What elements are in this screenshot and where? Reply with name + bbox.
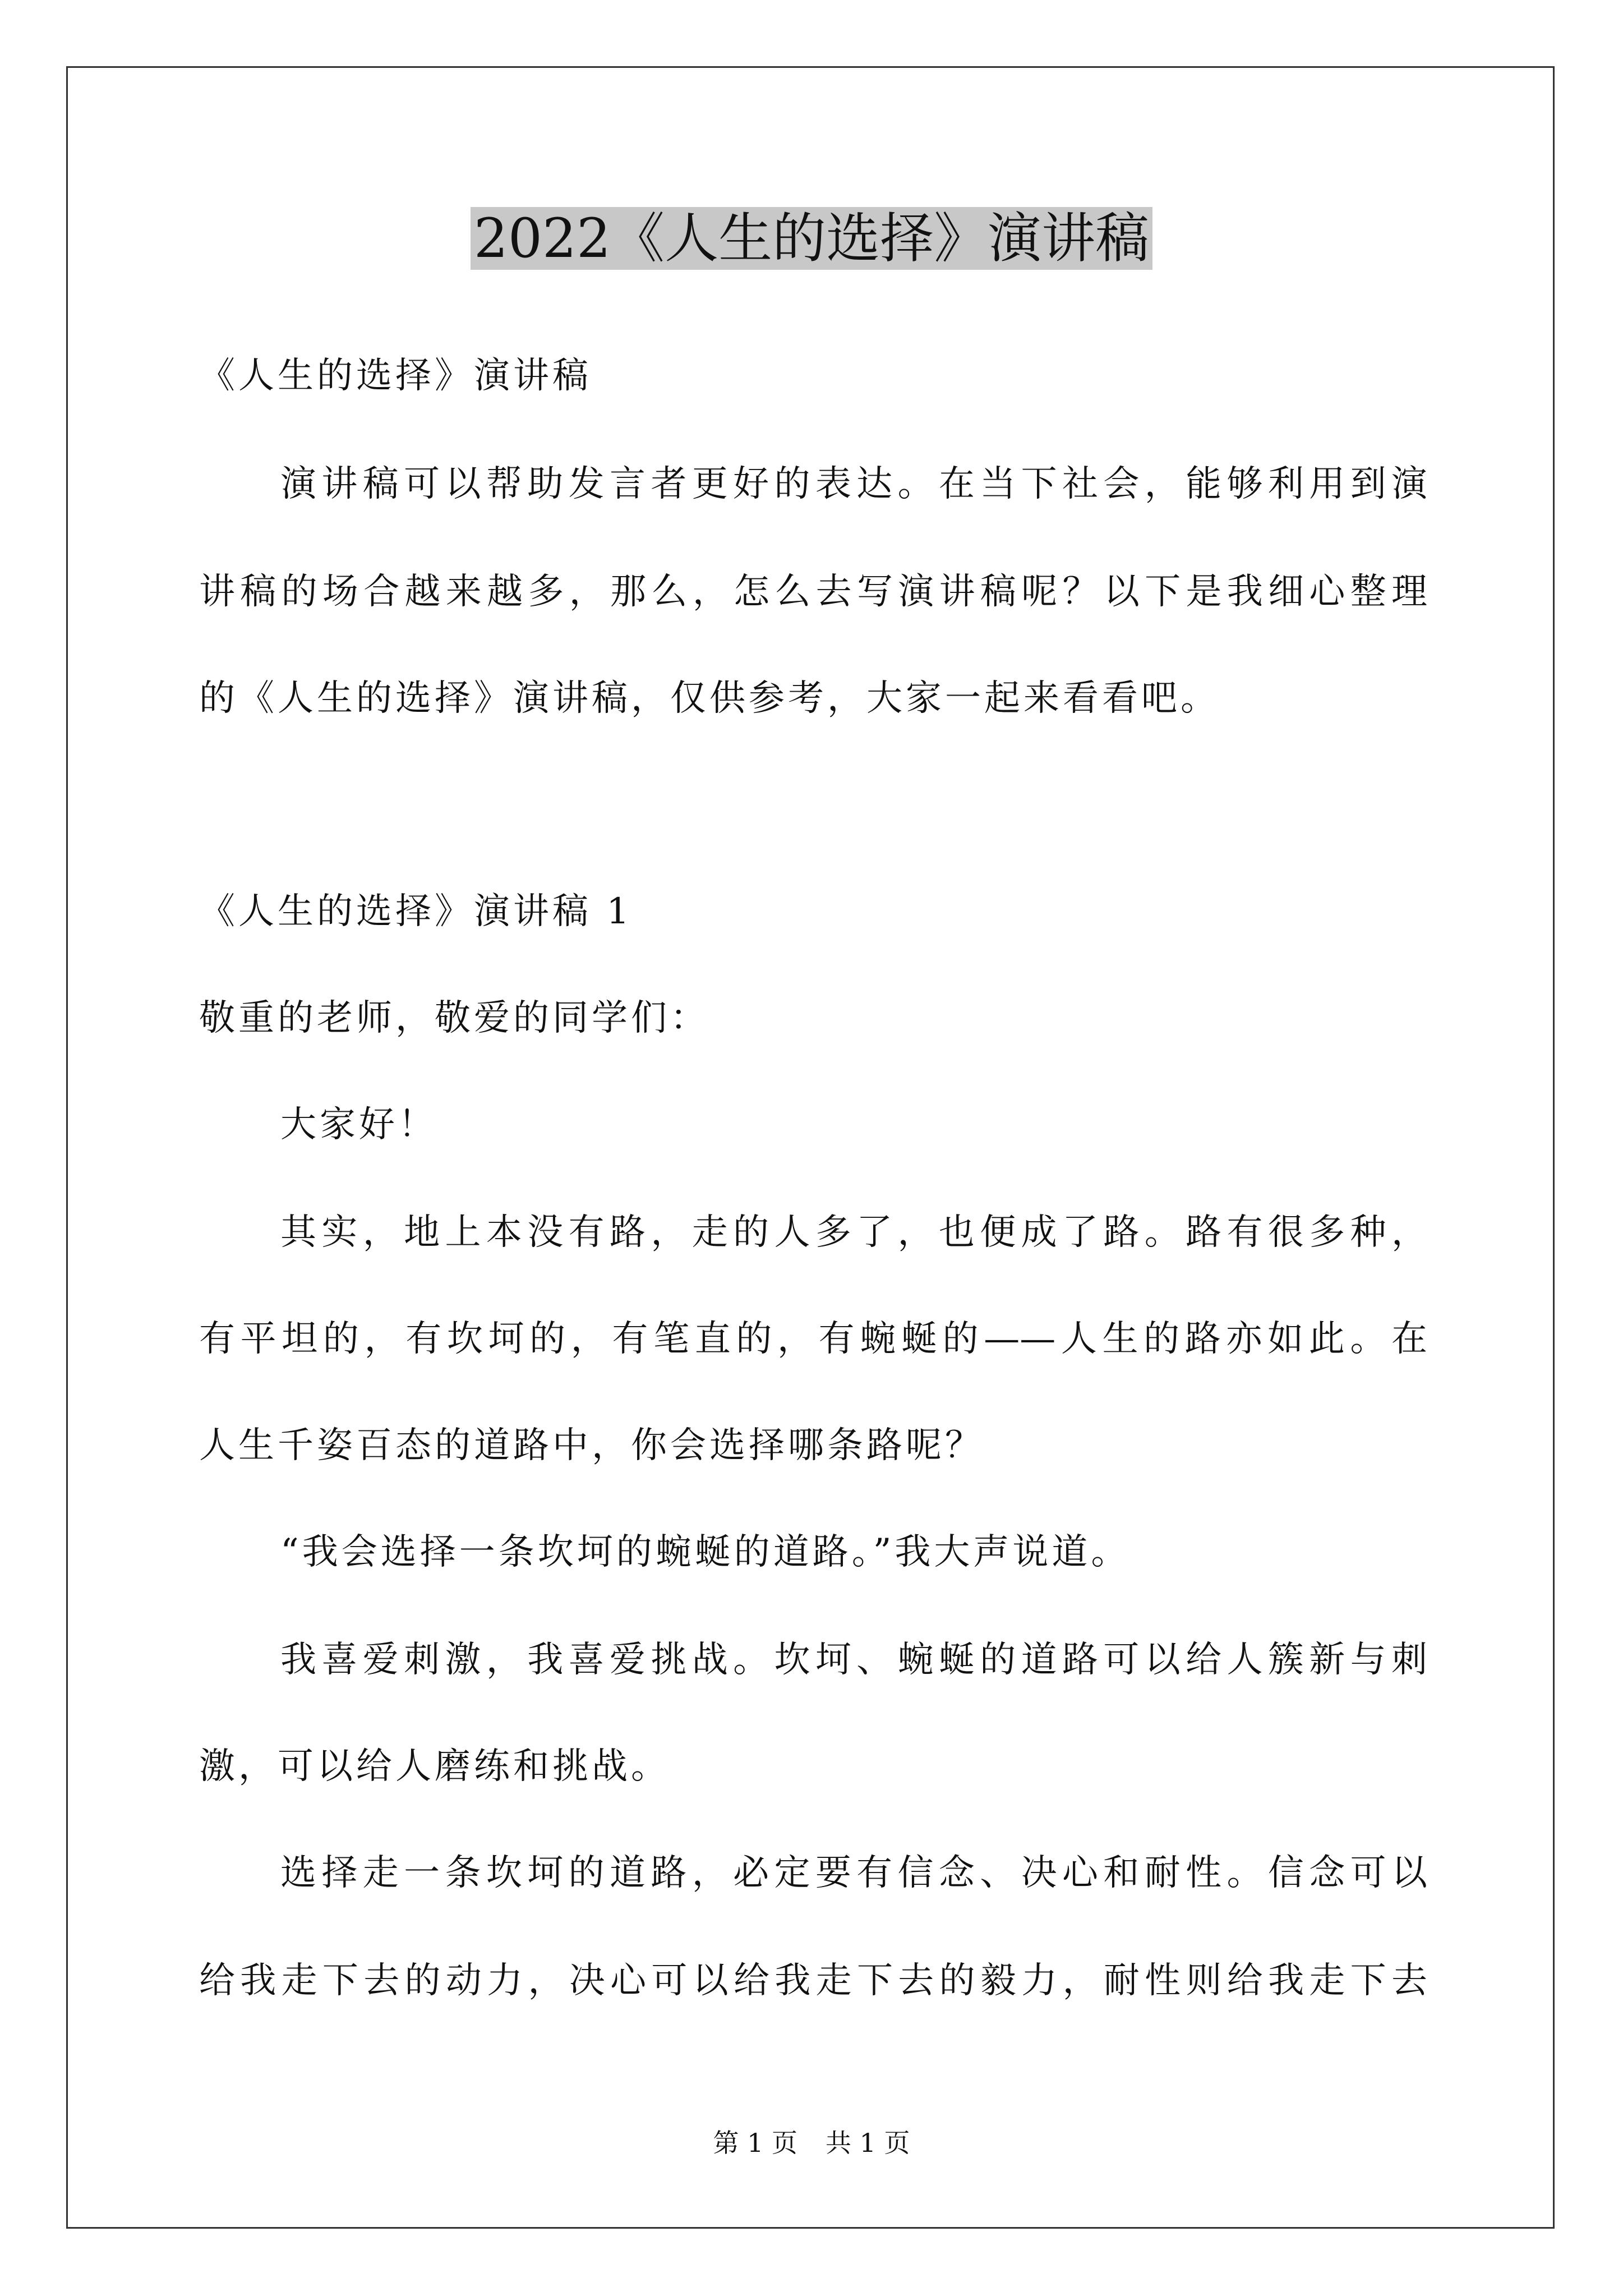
intro-line-2: 讲稿的场合越来越多，那么，怎么去写演讲稿呢？以下是我细心整理: [199, 571, 1427, 613]
intro-line-1: 演讲稿可以帮助发言者更好的表达。在当下社会，能够利用到演: [280, 463, 1427, 505]
document-title: [0, 202, 1623, 275]
para2-line-2: 激，可以给人磨练和挑战。: [199, 1746, 670, 1787]
para2-line-1: 我喜爱刺激，我喜爱挑战。坎坷、蜿蜒的道路可以给人簇新与刺: [280, 1639, 1427, 1681]
para1-line-1: 其实，地上本没有路，走的人多了，也便成了路。路有很多种，: [280, 1212, 1427, 1253]
page-footer: [0, 2126, 1623, 2160]
quote-line: “我会选择一条坎坷的蜿蜒的道路。”我大声说道。: [280, 1531, 1131, 1573]
document-title-text: 2022《人生的选择》演讲稿: [471, 207, 1152, 270]
salutation: 敬重的老师，敬爱的同学们：: [199, 997, 709, 1039]
para3-line-2: 给我走下去的动力，决心可以给我走下去的毅力，耐性则给我走下去: [199, 1960, 1427, 2001]
greeting: 大家好！: [280, 1104, 437, 1145]
page-number: 第 1 页: [713, 2128, 797, 2158]
intro-line-3: 的《人生的选择》演讲稿，仅供参考，大家一起来看看吧。: [199, 678, 1220, 719]
section-heading: 《人生的选择》演讲稿 1: [199, 891, 633, 932]
para1-line-3: 人生千姿百态的道路中，你会选择哪条路呢？: [199, 1425, 984, 1466]
page-total: 共 1 页: [826, 2128, 910, 2158]
para3-line-1: 选择走一条坎坷的道路，必定要有信念、决心和耐性。信念可以: [280, 1852, 1427, 1894]
para1-line-2: 有平坦的，有坎坷的，有笔直的，有蜿蜒的——人生的路亦如此。在: [199, 1318, 1427, 1360]
document-subtitle: 《人生的选择》演讲稿: [199, 355, 592, 397]
